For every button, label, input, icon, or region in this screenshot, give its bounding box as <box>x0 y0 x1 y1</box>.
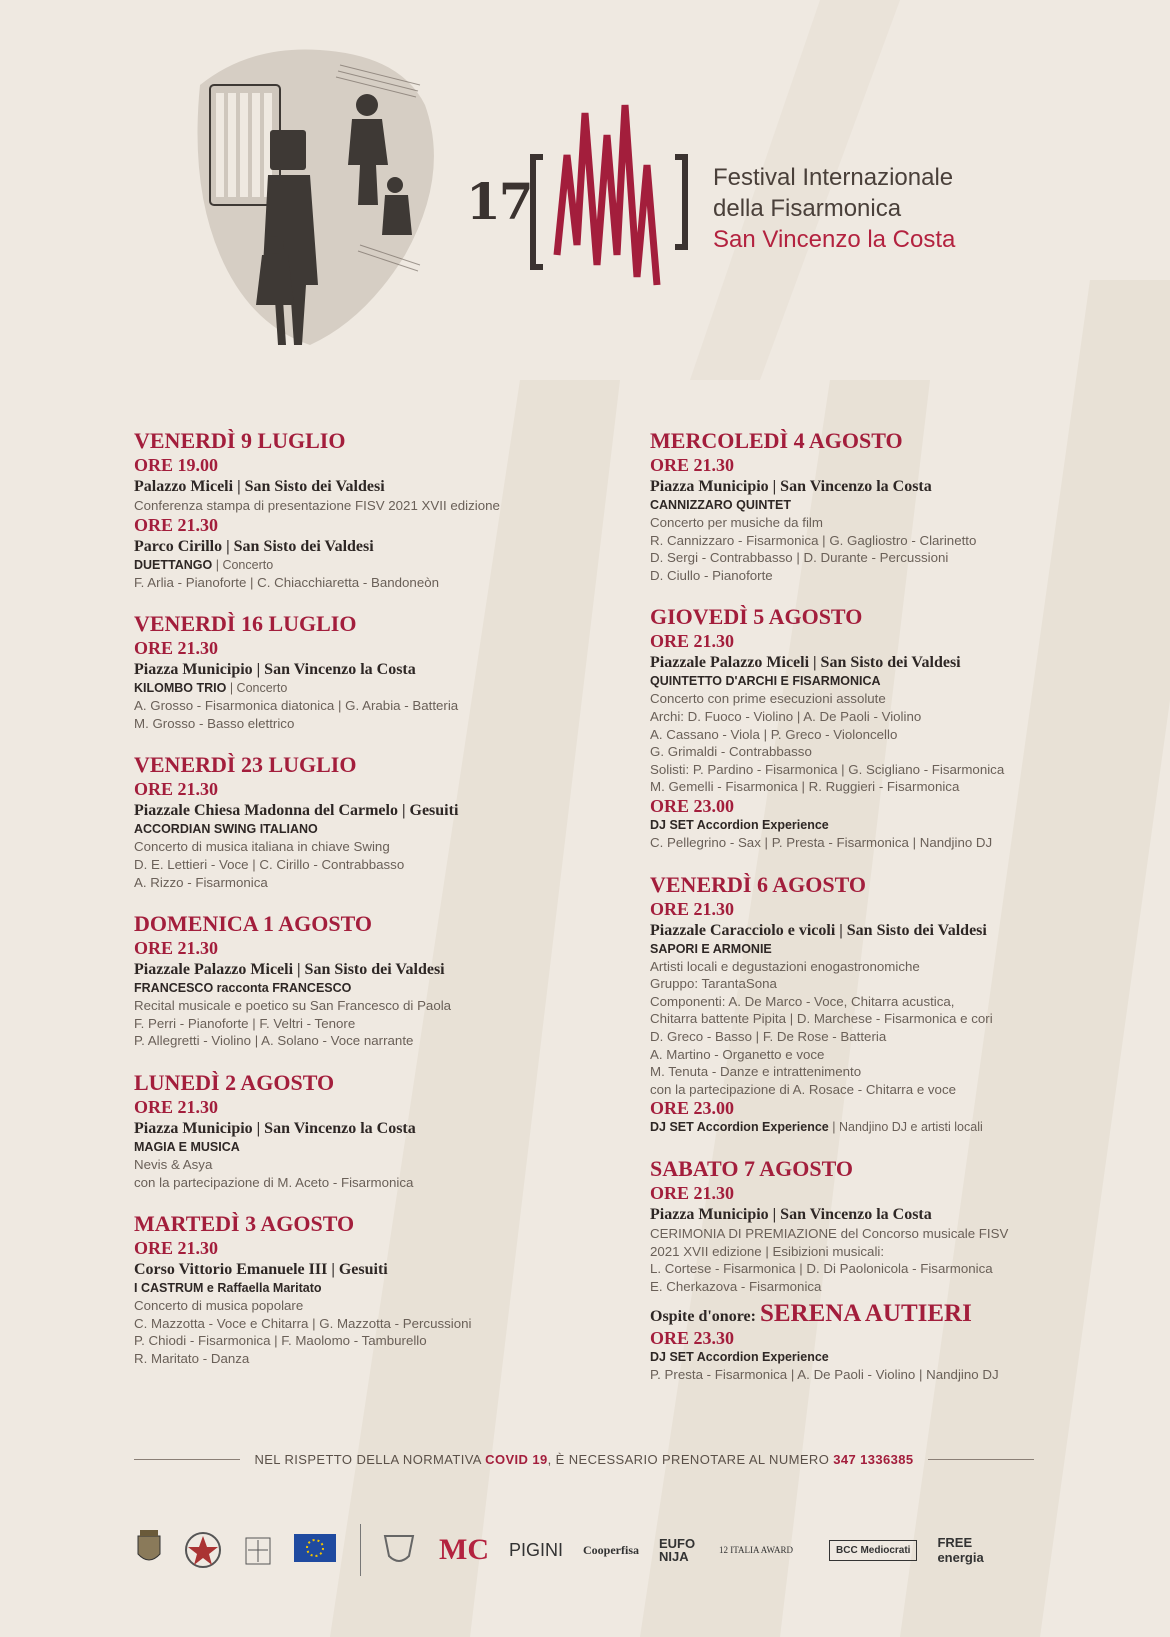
program-right-column <box>650 428 1050 1403</box>
event-detail-line: con la partecipazione di A. Rosace - Chitarra e voce <box>650 1081 956 1097</box>
event-performer <box>134 1139 534 1156</box>
italia-award-logo: 12 ITALIA AWARD <box>719 1545 794 1555</box>
event-performer <box>650 673 1050 690</box>
event-detail-line: Concerto per musiche da film <box>650 515 823 530</box>
festival-title-line2: della Fisarmonica <box>713 195 902 222</box>
event-performer <box>650 1119 1050 1136</box>
performer-note: | Nandjino DJ e artisti locali <box>828 1120 983 1135</box>
eufonija-logo: EUFO NIJA <box>659 1536 696 1564</box>
event-day <box>134 1211 534 1367</box>
event-detail-line: A. Rizzo - Fisarmonica <box>134 874 268 890</box>
festival-title-city: San Vincenzo la Costa <box>713 226 956 253</box>
event-performer <box>650 1349 1050 1366</box>
event-detail-line: P. Presta - Fisarmonica | A. De Paoli - Violino | Nandjino DJ <box>650 1366 999 1382</box>
festival-logo <box>525 95 705 315</box>
event-detail-line: Gruppo: TarantaSona <box>650 976 777 992</box>
guest-label: Ospite d'onore: <box>650 1307 756 1325</box>
event-detail-line: A. Martino - Organetto e voce <box>650 1046 825 1062</box>
event-performer <box>134 1280 534 1297</box>
cooperfisa-logo: Cooperfisa <box>583 1542 639 1557</box>
event-detail-line: L. Cortese - Fisarmonica | D. Di Paolonicola - Fisarmonica <box>650 1261 993 1277</box>
accordion-collage-image <box>190 45 450 365</box>
event-venue: Piazzale Caracciolo e vicoli | San Sisto dei Valdesi <box>650 921 987 939</box>
divider-line <box>928 1459 1034 1460</box>
event-detail-line: E. Cherkazova - Fisarmonica <box>650 1279 822 1295</box>
event-venue: Piazzale Chiesa Madonna del Carmelo | Gesuiti <box>134 802 459 820</box>
event-detail-line: Recital musicale e poetico su San Francesco di Paola <box>134 998 452 1014</box>
event-venue: Palazzo Miceli | San Sisto dei Valdesi <box>134 478 385 495</box>
event-detail-line: D. Sergi - Contrabbasso | D. Durante - Percussioni <box>650 550 949 566</box>
performer-name: I CASTRUM e Raffaella Maritato <box>134 1281 322 1296</box>
event-time: ORE 21.30 <box>134 938 219 959</box>
performer-name: DJ SET Accordion Experience <box>650 1349 829 1364</box>
event-date: GIOVEDÌ 5 AGOSTO <box>650 604 863 630</box>
performer-name: SAPORI E ARMONIE <box>650 941 772 956</box>
performer-name: ACCORDIAN SWING ITALIANO <box>134 822 318 837</box>
event-date: LUNEDÌ 2 AGOSTO <box>134 1069 335 1095</box>
event-day <box>650 604 1050 851</box>
event-date: VENERDÌ 16 LUGLIO <box>134 611 357 637</box>
festival-title <box>713 162 955 255</box>
event-detail-line: P. Allegretti - Violino | A. Solano - Voce narrante <box>134 1033 414 1049</box>
event-detail-line: CERIMONIA DI PREMIAZIONE del Concorso musicale FISV <box>650 1226 1009 1242</box>
notice-covid: COVID 19 <box>485 1452 548 1467</box>
performer-name: QUINTETTO D'ARCHI E FISARMONICA <box>650 674 881 689</box>
event-date: VENERDÌ 9 LUGLIO <box>134 428 346 453</box>
event-detail-line: M. Grosso - Basso elettrico <box>134 715 295 731</box>
festival-title-line1: Festival Internazionale <box>713 164 954 191</box>
event-detail-line: 2021 XVII edizione | Esibizioni musicali: <box>650 1243 885 1259</box>
event-day <box>650 872 1050 1137</box>
event-venue: Piazza Municipio | San Vincenzo la Costa <box>650 1206 932 1224</box>
event-performer <box>134 980 534 997</box>
event-detail-line: Concerto con prime esecuzioni assolute <box>650 691 886 707</box>
accordion-shield-logo <box>379 1530 419 1570</box>
guest-of-honor <box>650 1300 1050 1328</box>
event-time: ORE 21.30 <box>650 455 735 475</box>
event-time: ORE 21.30 <box>134 1238 219 1259</box>
event-detail-line: M. Gemelli - Fisarmonica | R. Ruggieri - Fisarmonica <box>650 779 960 795</box>
event-detail-line: Archi: D. Fuoco - Violino | A. De Paoli - Violino <box>650 708 922 724</box>
event-performer <box>650 817 1050 834</box>
performer-name: CANNIZZARO QUINTET <box>650 498 791 512</box>
event-time: ORE 21.30 <box>650 898 735 919</box>
event-day <box>650 428 1050 584</box>
event-time: ORE 23.00 <box>650 795 735 816</box>
sponsor-separator <box>360 1524 361 1576</box>
event-detail-line: Chitarra battente Pipita | D. Marchese - Fisarmonica e cori <box>650 1011 993 1027</box>
event-date: MERCOLEDÌ 4 AGOSTO <box>650 428 903 453</box>
booking-phone[interactable]: 347 1336385 <box>833 1452 914 1467</box>
event-performer <box>134 821 534 838</box>
event-performer <box>134 680 534 697</box>
regione-calabria-logo <box>242 1530 274 1570</box>
event-detail-line: Conferenza stampa di presentazione FISV 2021 XVII edizione <box>134 498 500 513</box>
notice-pre: NEL RISPETTO DELLA NORMATIVA <box>254 1452 486 1467</box>
performer-note: | Concerto <box>226 681 288 696</box>
header <box>0 0 1170 390</box>
performer-note: | Concerto <box>212 557 274 572</box>
event-detail-line: Artisti locali e degustazioni enogastronomiche <box>650 958 920 974</box>
performer-name: DJ SET Accordion Experience <box>650 817 829 832</box>
event-detail-line: D. E. Lettieri - Voce | C. Cirillo - Contrabbasso <box>134 856 405 872</box>
bcc-mediocrati-logo: BCC Mediocrati <box>829 1540 917 1561</box>
event-detail-line: R. Cannizzaro - Fisarmonica | G. Gagliostro - Clarinetto <box>650 532 977 548</box>
pigini-logo: PIGINI <box>508 1539 563 1560</box>
event-time: ORE 23.00 <box>650 1098 735 1119</box>
divider-line <box>134 1459 240 1460</box>
event-venue: Corso Vittorio Emanuele III | Gesuiti <box>134 1261 388 1279</box>
event-detail-line: D. Ciullo - Pianoforte <box>650 567 773 583</box>
event-venue: Piazzale Palazzo Miceli | San Sisto dei Valdesi <box>650 654 961 672</box>
free-energia-logo: FREE energia <box>937 1535 984 1565</box>
mc-musica-logo: MC <box>439 1533 489 1566</box>
event-venue: Piazza Municipio | San Vincenzo la Costa <box>134 1119 416 1137</box>
italian-republic-emblem-logo <box>184 1530 222 1570</box>
event-detail-line: Concerto di musica italiana in chiave Swing <box>134 839 390 855</box>
event-detail-line: F. Arlia - Pianoforte | C. Chiacchiaretta - Bandoneòn <box>134 574 440 590</box>
event-time: ORE 21.30 <box>134 514 219 535</box>
performer-name: DUETTANGO <box>134 557 213 572</box>
event-detail-line: F. Perri - Pianoforte | F. Veltri - Tenore <box>134 1015 356 1031</box>
edition-number: 17 <box>466 172 532 231</box>
european-union-flag-logo <box>294 1534 336 1566</box>
event-detail-line: C. Mazzotta - Voce e Chitarra | G. Mazzotta - Percussioni <box>134 1315 472 1331</box>
event-detail-line: M. Tenuta - Danze e intrattenimento <box>650 1064 862 1080</box>
event-day <box>134 428 534 591</box>
event-venue: Parco Cirillo | San Sisto dei Valdesi <box>134 537 374 555</box>
event-venue: Piazzale Palazzo Miceli | San Sisto dei Valdesi <box>134 961 445 979</box>
municipality-crest-logo <box>134 1530 164 1570</box>
event-date: VENERDÌ 6 AGOSTO <box>650 871 866 897</box>
covid-notice-text <box>240 1452 927 1467</box>
event-detail-line: Concerto di musica popolare <box>134 1298 304 1314</box>
notice-mid: , È NECESSARIO PRENOTARE AL NUMERO <box>547 1452 834 1467</box>
event-detail-line: G. Grimaldi - Contrabbasso <box>650 744 812 760</box>
event-venue: Piazza Municipio | San Vincenzo la Costa <box>134 661 416 679</box>
event-detail-line: P. Chiodi - Fisarmonica | F. Maolomo - Tamburello <box>134 1333 427 1349</box>
event-date: VENERDÌ 23 LUGLIO <box>134 752 357 778</box>
event-time: ORE 21.30 <box>134 1096 219 1117</box>
event-detail-line: Solisti: P. Pardino - Fisarmonica | G. Scigliano - Fisarmonica <box>650 761 1005 777</box>
event-day <box>134 752 534 891</box>
program-left-column <box>134 428 534 1388</box>
event-time: ORE 19.00 <box>134 455 219 475</box>
event-detail-line: A. Cassano - Viola | P. Greco - Violoncello <box>650 726 898 742</box>
event-day <box>134 911 534 1050</box>
event-date: MARTEDÌ 3 AGOSTO <box>134 1211 355 1237</box>
guest-name: SERENA AUTIERI <box>759 1299 972 1327</box>
event-time: ORE 21.30 <box>134 779 219 800</box>
sponsor-logos-bar <box>134 1520 1044 1580</box>
event-time: ORE 21.30 <box>650 631 735 652</box>
event-detail-line: A. Grosso - Fisarmonica diatonica | G. Arabia - Batteria <box>134 698 459 714</box>
covid-notice <box>134 1452 1034 1467</box>
event-date: SABATO 7 AGOSTO <box>650 1156 853 1182</box>
event-day <box>134 1070 534 1191</box>
performer-name: KILOMBO TRIO <box>134 681 227 696</box>
performer-name: FRANCESCO racconta FRANCESCO <box>134 981 352 996</box>
event-date: DOMENICA 1 AGOSTO <box>134 911 372 937</box>
event-venue: Piazza Municipio | San Vincenzo la Costa <box>650 478 932 495</box>
event-time: ORE 23.30 <box>650 1327 735 1348</box>
event-detail-line: R. Maritato - Danza <box>134 1350 250 1366</box>
event-detail-line: con la partecipazione di M. Aceto - Fisarmonica <box>134 1174 414 1190</box>
event-performer <box>650 497 1050 514</box>
event-detail-line: D. Greco - Basso | F. De Rose - Batteria <box>650 1028 887 1044</box>
performer-name: MAGIA E MUSICA <box>134 1139 240 1154</box>
event-performer <box>134 557 534 574</box>
performer-name: DJ SET Accordion Experience <box>650 1120 829 1135</box>
event-performer <box>650 941 1050 958</box>
event-day <box>134 611 534 732</box>
event-time: ORE 21.30 <box>134 638 219 659</box>
event-time: ORE 21.30 <box>650 1183 735 1204</box>
event-detail-line: Nevis & Asya <box>134 1156 213 1172</box>
event-detail-line: C. Pellegrino - Sax | P. Presta - Fisarmonica | Nandjino DJ <box>650 834 993 850</box>
event-detail-line: Componenti: A. De Marco - Voce, Chitarra acustica, <box>650 993 955 1009</box>
event-day <box>650 1156 1050 1383</box>
